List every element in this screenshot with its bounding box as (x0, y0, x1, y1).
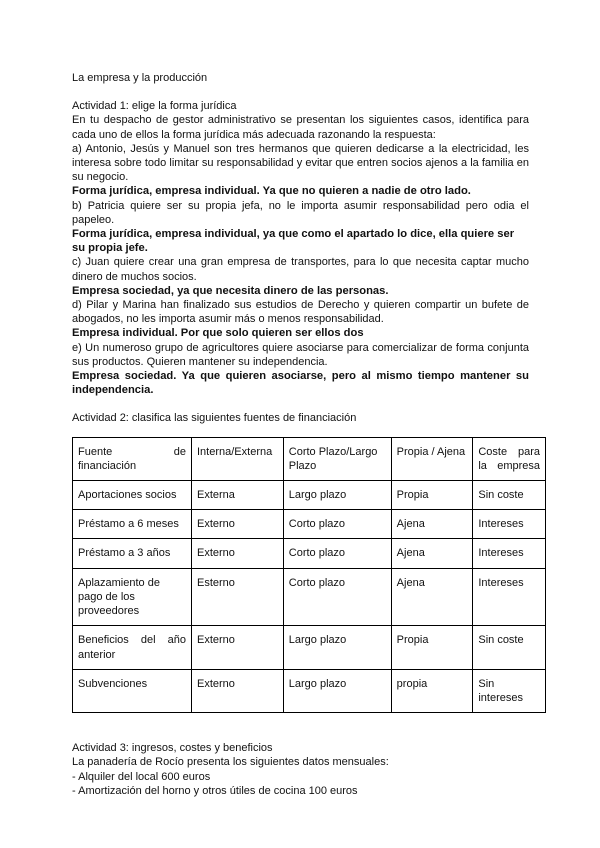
case-e-answer: Empresa sociedad. Ya que quieren asociarse, pero al mismo tiempo mantener su independencia. (72, 370, 529, 397)
table-cell: Aportaciones socios (73, 481, 192, 510)
table-cell: Propia (391, 626, 473, 669)
table-cell: Ajena (391, 510, 473, 539)
case-b-question: b) Patricia quiere ser su propia jefa, no le importa asumir responsabilidad pero odia el papeleo. (72, 199, 529, 226)
header-cell: Propia / Ajena (391, 437, 473, 480)
list-item: - Amortización del horno y otros útiles de cocina 100 euros (72, 784, 358, 797)
table-cell: Propia (391, 481, 473, 510)
table-cell: Ajena (391, 568, 473, 626)
table-cell: Intereses (473, 510, 546, 539)
table-cell: Sin coste (473, 481, 546, 510)
table-cell: Aplazamiento de pago de los proveedores (73, 568, 192, 626)
case-d-question: d) Pilar y Marina han finalizado sus estudios de Derecho y quieren compartir un bufete de abogados, no les importa asumir más o menos responsabilidad. (72, 299, 529, 326)
table-cell: Préstamo a 3 años (73, 539, 192, 568)
activity-1-heading: Actividad 1: elige la forma jurídica (72, 100, 237, 113)
activity-3-heading: Actividad 3: ingresos, costes y beneficios (72, 742, 273, 755)
case-c-answer: Empresa sociedad, ya que necesita dinero de las personas. (72, 284, 389, 297)
table-cell: Corto plazo (283, 539, 391, 568)
table-row (73, 539, 546, 568)
table-row (73, 626, 546, 669)
table-cell: Externo (192, 669, 284, 712)
table-cell: Corto plazo (283, 568, 391, 626)
table-row (73, 669, 546, 712)
table-cell: Largo plazo (283, 626, 391, 669)
table-cell: Ajena (391, 539, 473, 568)
table-cell: Intereses (473, 539, 546, 568)
document-body (72, 71, 540, 798)
case-a-question: a) Antonio, Jesús y Manuel son tres hermanos que quieren dedicarse a la electricidad, les interesa sobre todo limitar su responsabilidad y evitar que entren socios ajenos a la familia en su negocio. (72, 142, 529, 184)
table-cell: Sin coste (473, 626, 546, 669)
table-row (73, 568, 546, 626)
table-cell: Sin intereses (473, 669, 546, 712)
table-cell: Externo (192, 626, 284, 669)
activity-1-intro: En tu despacho de gestor administrativo se presentan los siguientes casos, identifica para cada uno de ellos la forma jurídica más adecuada razonando la respuesta: (72, 114, 529, 141)
table-row (73, 481, 546, 510)
header-cell: Corto Plazo/Largo Plazo (283, 437, 391, 480)
table-cell: Préstamo a 6 meses (73, 510, 192, 539)
case-e-question: e) Un numeroso grupo de agricultores quiere asociarse para comercializar de forma conjunta sus productos. Quieren mantener su independencia. (72, 341, 529, 368)
table-header-row (73, 437, 546, 480)
case-c-question: c) Juan quiere crear una gran empresa de transportes, para lo que necesita captar mucho dinero de muchos socios. (72, 256, 529, 283)
header-cell: Coste para la empresa (473, 437, 546, 480)
table-cell: Intereses (473, 568, 546, 626)
document-title: La empresa y la producción (72, 72, 208, 84)
table-cell: Largo plazo (283, 669, 391, 712)
activity-2-heading: Actividad 2: clasifica las siguientes fuentes de financiación (72, 412, 357, 425)
header-cell: Interna/Externa (192, 437, 284, 480)
table-cell: Largo plazo (283, 481, 391, 510)
case-b-answer: Forma jurídica, empresa individual, ya que como el apartado lo dice, ella quiere ser su propia jefe. (72, 228, 515, 255)
table-cell: Externo (192, 510, 284, 539)
case-a-answer: Forma jurídica, empresa individual. Ya que no quieren a nadie de otro lado. (72, 185, 471, 198)
financing-table (72, 437, 546, 713)
table-cell: Beneficios del año anterior (73, 626, 192, 669)
table-cell: propia (391, 669, 473, 712)
list-item: - Alquiler del local 600 euros (72, 770, 211, 783)
table-cell: Externo (192, 539, 284, 568)
table-row (73, 510, 546, 539)
case-d-answer: Empresa individual. Por que solo quieren ser ellos dos (72, 327, 364, 340)
table-cell: Subvenciones (73, 669, 192, 712)
header-cell: Fuente de financiación (73, 437, 192, 480)
activity-3-intro: La panadería de Rocío presenta los siguientes datos mensuales: (72, 756, 389, 769)
table-cell: Esterno (192, 568, 284, 626)
table-cell: Corto plazo (283, 510, 391, 539)
table-cell: Externa (192, 481, 284, 510)
